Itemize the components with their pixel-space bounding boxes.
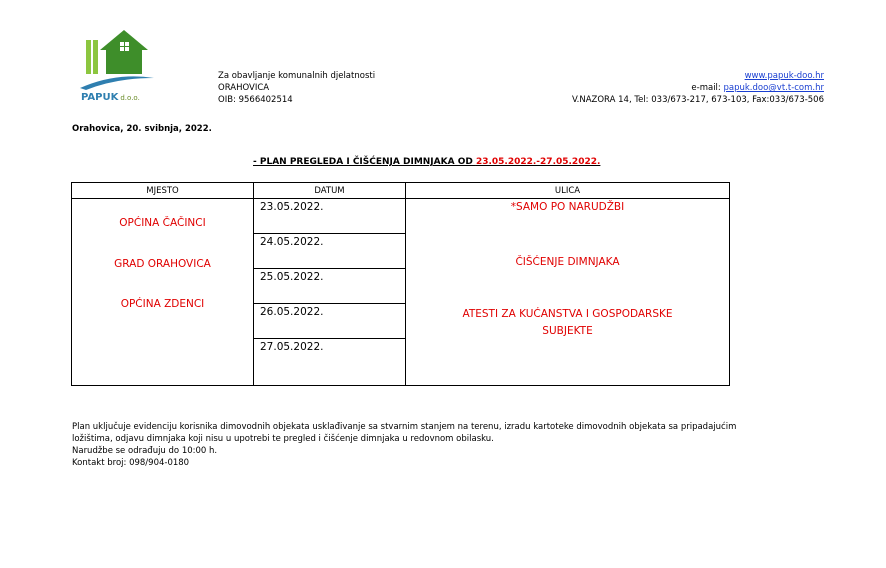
datum-cell [254,199,406,386]
ulica-atesti: ATESTI ZA KUĆANSTVA I GOSPODARSKE SUBJEKTE [462,308,673,337]
header-mjesto: MJESTO [72,183,254,199]
footer-line: ložištima, odjavu dimnjaka koji nisu u upotrebi te pregled i čišćenje dimnjaka u redovnom obilasku. [72,434,494,444]
table-header-row [72,183,730,199]
place-cacinci: OPĆINA ČAČINCI [119,217,206,229]
email-label: e-mail: [691,83,724,93]
header-datum: DATUM [254,183,406,199]
footer-line: Plan uključuje evidenciju korisnika dimovodnih objekata usklađivanje sa stvarnim stanjem na terenu, izradu kartoteke dimovodnih objekata sa pripadajućim [72,422,737,432]
company-oib: OIB: 9566402514 [218,95,293,105]
date-item: 27.05.2022. [260,341,324,353]
company-address: V.NAZORA 14, Tel: 033/673-217, 673-103, Fax:033/673-506 [571,95,824,105]
mjesto-cell [72,199,254,386]
date-item: 23.05.2022. [254,199,405,234]
logo-text: PAPUK d.o.o. [81,92,140,103]
website-link[interactable]: www.papuk-doo.hr [744,71,824,81]
date-item: 26.05.2022. [254,304,405,339]
place-orahovica: GRAD ORAHOVICA [114,258,211,270]
plan-date-range: 23.05.2022.-27.05.2022. [475,157,601,167]
footer-notes [72,421,736,469]
company-city: ORAHOVICA [218,83,270,93]
date-item: 25.05.2022. [254,269,405,304]
contact-info [572,70,824,106]
company-activity: Za obavljanje komunalnih djelatnosti [218,71,376,81]
footer-contact: Kontakt broj: 098/904-0180 [72,458,190,468]
plan-title: - PLAN PREGLEDA I ČIŠĆENJA DIMNJAKA OD 23.05.2022.-27.05.2022. [253,157,601,167]
place-zdenci: OPĆINA ZDENCI [120,298,205,310]
schedule-table [71,182,730,386]
header-ulica: ULICA [406,183,730,199]
document-date: Orahovica, 20. svibnja, 2022. [72,124,212,134]
email-link[interactable]: papuk.doo@vt.t-com.hr [723,83,824,93]
ulica-cell [406,199,730,386]
company-info [218,70,375,106]
table-row [72,199,730,386]
footer-line: Narudžbe se odrađuju do 10:00 h. [72,446,218,456]
date-item: 24.05.2022. [254,234,405,269]
ulica-service: ČIŠĆENJE DIMNJAKA [515,256,620,268]
ulica-note: *SAMO PO NARUDŽBI [510,201,625,213]
